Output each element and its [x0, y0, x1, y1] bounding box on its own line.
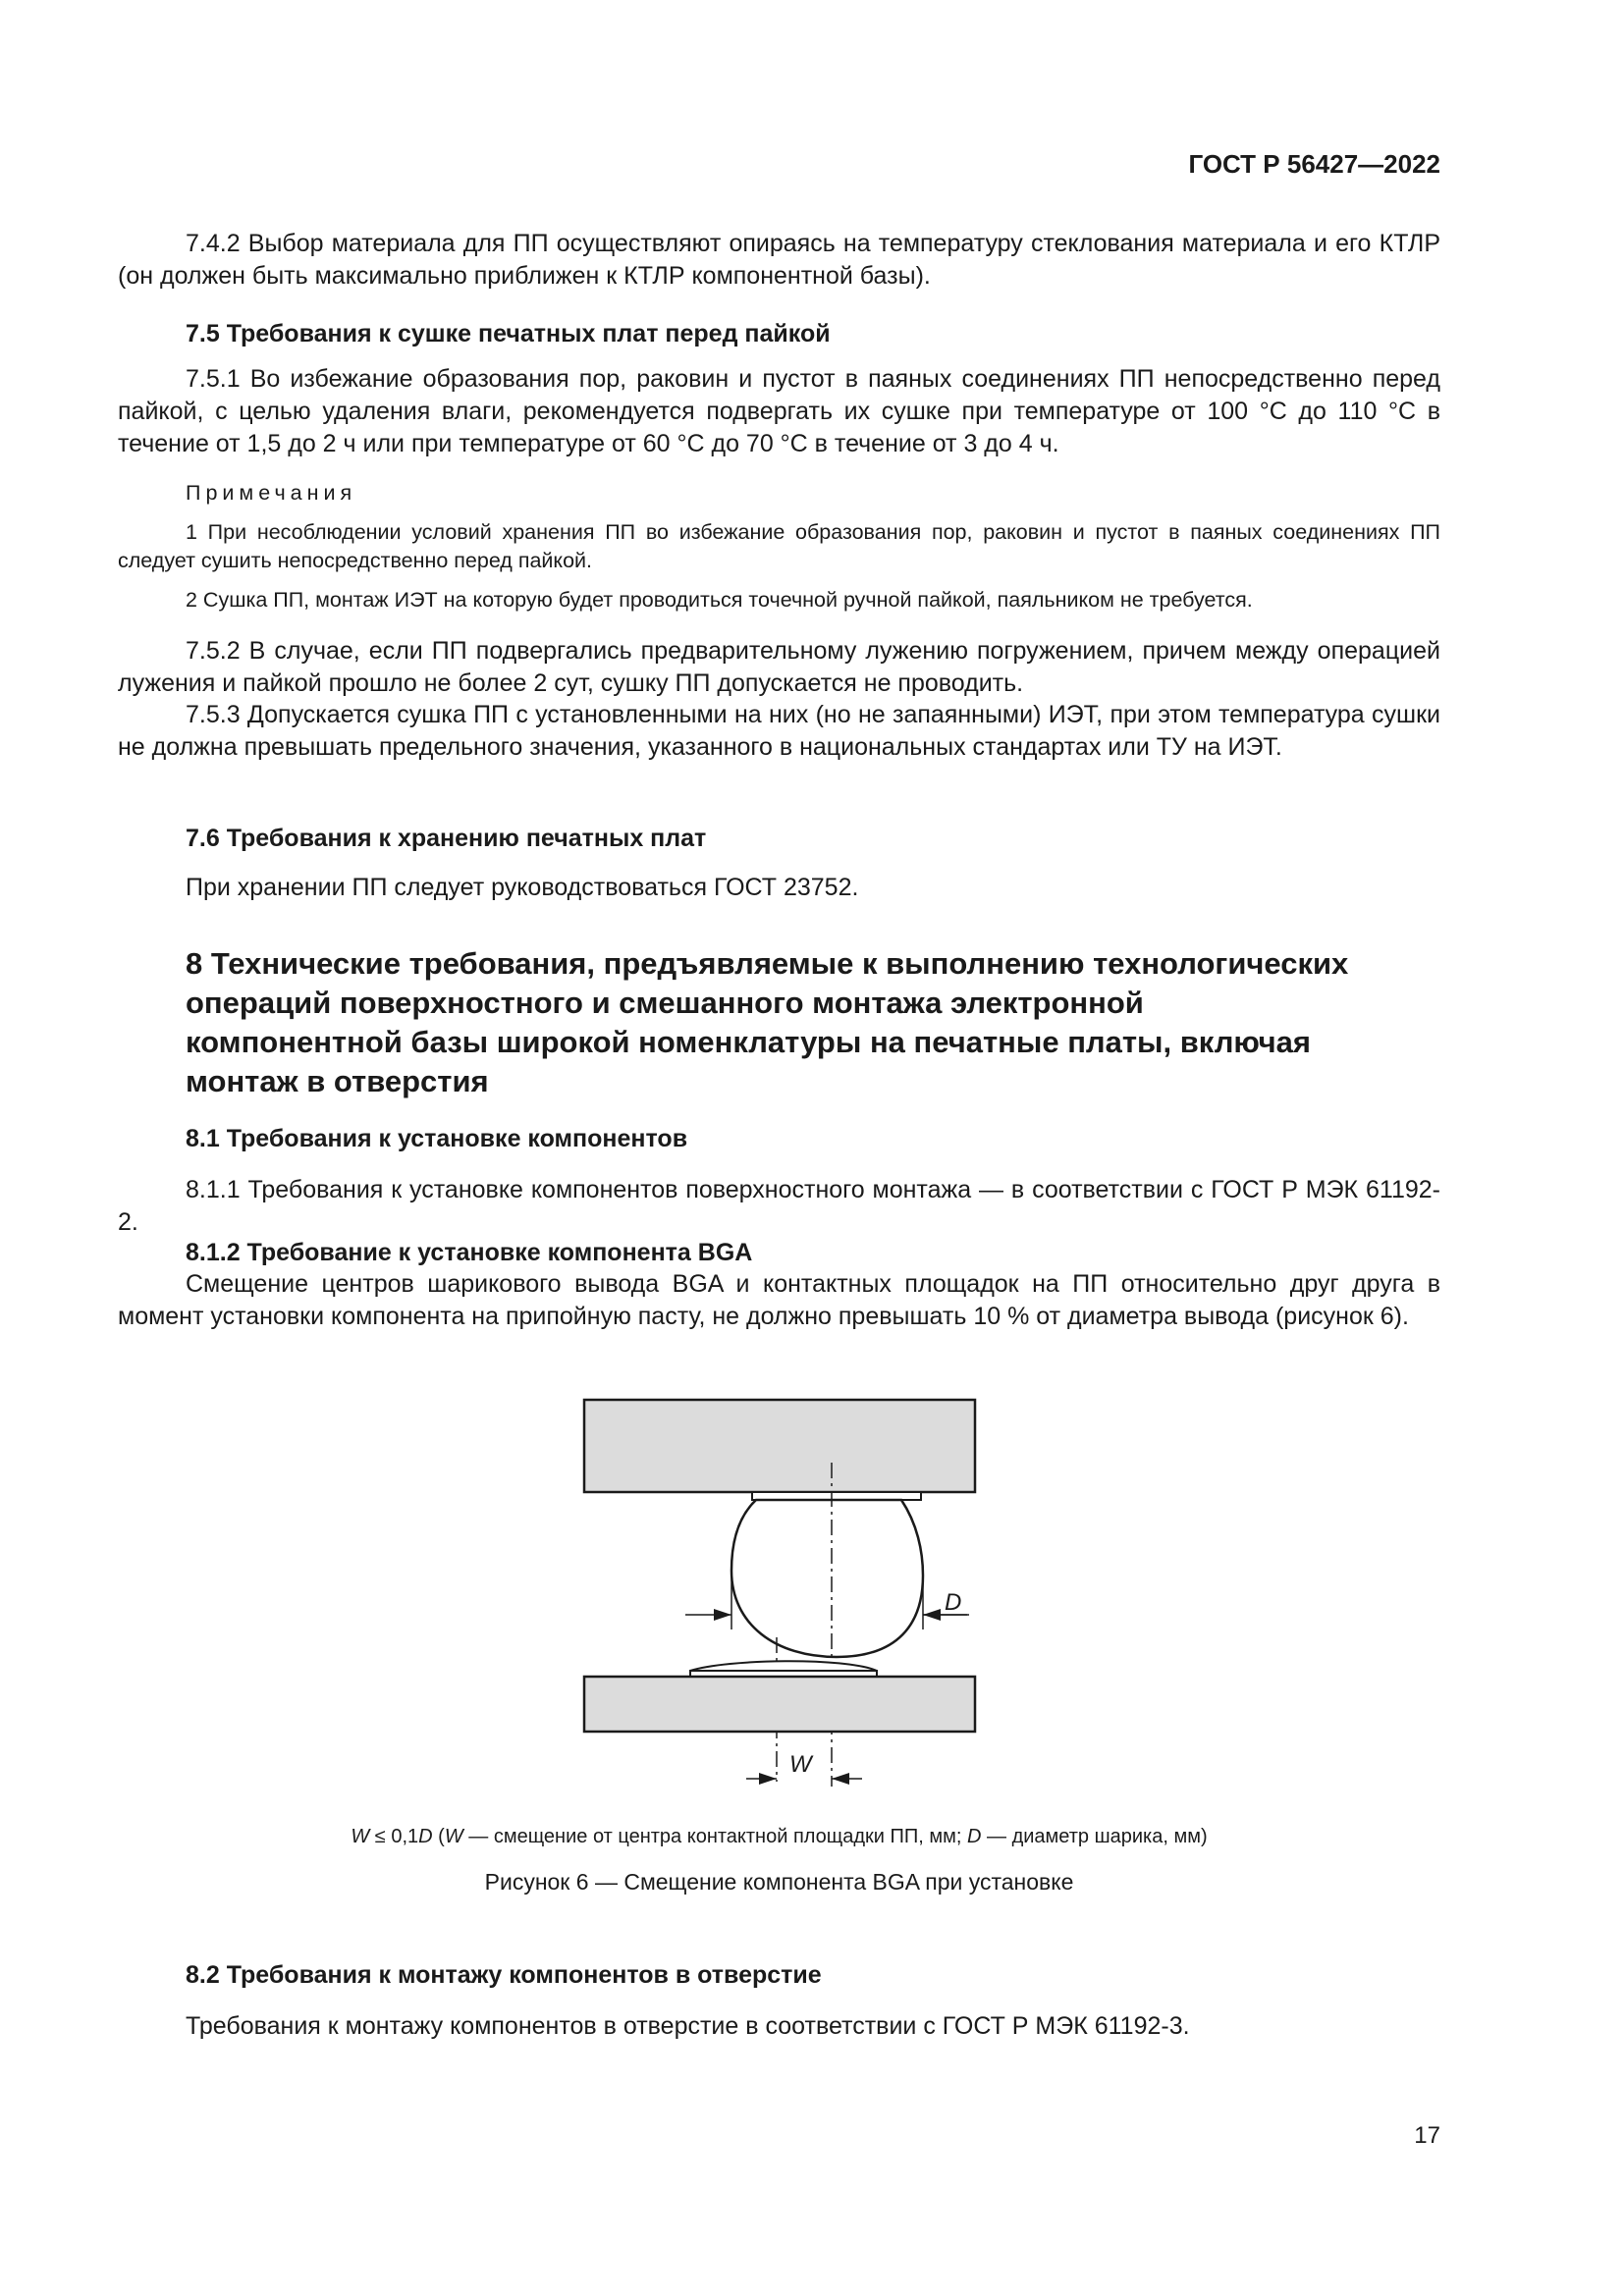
document-number: ГОСТ Р 56427—2022: [1188, 149, 1440, 179]
solder-paste: [690, 1661, 877, 1671]
paragraph-7-5-2: 7.5.2 В случае, если ПП подвергались предварительному лужению погружением, причем между операцией лужения и пайкой прошло не более 2 сут, сушку ПП допускается не проводить.: [118, 637, 1440, 697]
notes-title: Примечания: [186, 481, 357, 505]
d-label: D: [945, 1589, 962, 1616]
paragraph-7-5-1: 7.5.1 Во избежание образования пор, раковин и пустот в паяных соединениях ПП непосредственно перед пайкой, с целью удаления влаги, рекомендуется подвергать их сушке при температуре от 100 °С до 110 °С в течение от 1,5 до 2 ч или при температуре от 60 °С до 70 °С в течение от 3 до 4 ч.: [118, 365, 1440, 457]
w-label: W: [789, 1751, 812, 1778]
paragraph-8-1-2: Смещение центров шарикового вывода BGA и контактных площадок на ПП относительно друг друга в момент установки компонента на припойную пасту, не должно превышать 10 % от диаметра вывода (рисунок 6).: [118, 1270, 1440, 1330]
heading-8-2: 8.2 Требования к монтажу компонентов в отверстие: [186, 1961, 822, 1989]
paragraph-7-5-3: 7.5.3 Допускается сушка ПП с установленными на них (но не запаянными) ИЭТ, при этом температура сушки не должна превышать предельного значения, указанного в национальных стандартах или ТУ на ИЭТ.: [118, 701, 1440, 761]
heading-7-6: 7.6 Требования к хранению печатных плат: [186, 825, 707, 852]
legend-le: ≤ 0,1: [369, 1826, 419, 1847]
heading-section-8: 8 Технические требования, предъявляемые к выполнению технологических операций поверхностного и смешанного монтажа электронной компонентной базы широкой номенклатуры на печатные платы, включая монтаж в отверстия: [186, 946, 1349, 1098]
paragraph-8-2: Требования к монтажу компонентов в отверстие в соответствии с ГОСТ Р МЭК 61192-3.: [186, 2012, 1190, 2040]
legend-d2: D: [967, 1826, 982, 1847]
legend-open: (: [432, 1826, 445, 1847]
heading-8-1: 8.1 Требования к установке компонентов: [186, 1125, 688, 1152]
pcb-board: [584, 1677, 975, 1732]
legend-end: — диаметр шарика, мм): [981, 1826, 1208, 1847]
legend-d: D: [418, 1826, 433, 1847]
figure-caption: Рисунок 6 — Смещение компонента BGA при установке: [484, 1869, 1074, 1895]
solder-ball: [731, 1500, 923, 1657]
legend-w2: W: [444, 1826, 463, 1847]
heading-7-5: 7.5 Требования к сушке печатных плат перед пайкой: [186, 320, 831, 347]
heading-8-1-2: 8.1.2 Требование к установке компонента BGA: [186, 1239, 753, 1266]
bga-placement-figure: [550, 1384, 1001, 1806]
legend-mid: — смещение от центра контактной площадки ПП, мм;: [462, 1826, 967, 1847]
note-2: 2 Сушка ПП, монтаж ИЭТ на которую будет проводиться точечной ручной пайкой, паяльником не требуется.: [186, 588, 1253, 612]
paragraph-7-6: При хранении ПП следует руководствоваться ГОСТ 23752.: [186, 874, 859, 901]
paragraph-8-1-1: 8.1.1 Требования к установке компонентов поверхностного монтажа — в соответствии с ГОСТ Р МЭК 61192-2.: [118, 1176, 1440, 1236]
figure-legend: [118, 1826, 1440, 1848]
page-number: 17: [1414, 2122, 1440, 2149]
note-1: 1 При несоблюдении условий хранения ПП во избежание образования пор, раковин и пустот в паяных соединениях ПП следует сушить непосредственно перед пайкой.: [118, 520, 1440, 572]
paragraph-7-4-2: 7.4.2 Выбор материала для ПП осуществляют опираясь на температуру стеклования материала и его КТЛР (он должен быть максимально приближен к КТЛР компонентной базы).: [118, 230, 1440, 290]
legend-w: W: [351, 1826, 370, 1847]
component-body: [584, 1400, 975, 1492]
